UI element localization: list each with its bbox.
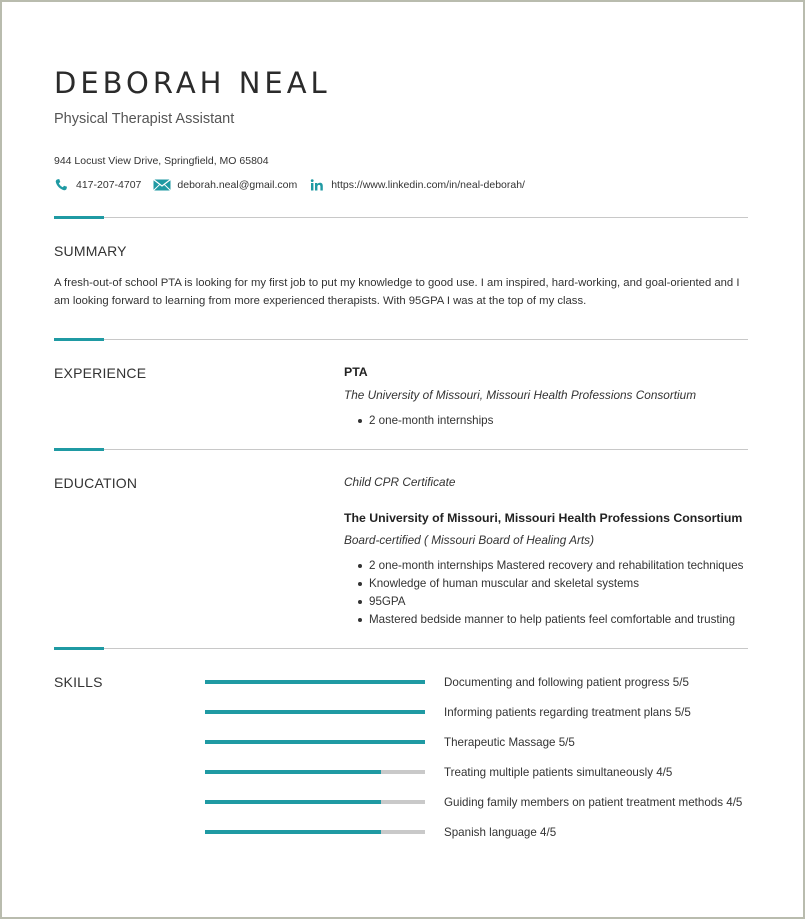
experience-role: PTA (344, 365, 368, 379)
skills-heading: SKILLS (54, 674, 103, 690)
contact-row (54, 176, 537, 194)
skill-label: Guiding family members on patient treatment methods 4/5 (444, 796, 743, 809)
skill-bar-fill (205, 680, 425, 684)
skill-bar (205, 830, 425, 834)
divider-accent (54, 647, 104, 650)
linkedin-contact[interactable] (309, 178, 525, 192)
summary-text: A fresh-out-of school PTA is looking for my first job to put my knowledge to good use. I am inspired, hard-working, and goal-oriented and I am looking forward to learning from more experienced therapists. With 95GPA I was at the top of my class. (54, 277, 740, 307)
skill-bar-fill (205, 830, 381, 834)
skill-bar-fill (205, 740, 425, 744)
email-address: deborah.neal@gmail.com (177, 179, 298, 191)
email-icon (153, 178, 171, 192)
summary-heading: SUMMARY (54, 243, 127, 259)
phone-number: 417-207-4707 (76, 179, 142, 191)
email-contact[interactable] (153, 178, 297, 192)
education-school: The University of Missouri, Missouri Health Professions Consortium (344, 511, 743, 525)
skill-bar (205, 800, 425, 804)
list-item: Mastered bedside manner to help patients feel comfortable and trusting (344, 611, 743, 629)
skill-bar-fill (205, 770, 381, 774)
list-item: 95GPA (344, 593, 743, 611)
education-certificate: Child CPR Certificate (344, 475, 456, 489)
linkedin-url: https://www.linkedin.com/in/neal-deborah/ (331, 179, 525, 191)
divider-accent (54, 448, 104, 451)
skill-label: Documenting and following patient progress 5/5 (444, 676, 689, 689)
skill-label: Spanish language 4/5 (444, 826, 557, 839)
divider-accent (54, 216, 104, 219)
education-board: Board-certified ( Missouri Board of Healing Arts) (344, 533, 595, 547)
skill-bar (205, 770, 425, 774)
skill-bar (205, 710, 425, 714)
skill-bar (205, 680, 425, 684)
divider (54, 449, 748, 450)
list-item: Knowledge of human muscular and skeletal systems (344, 575, 743, 593)
skill-label: Informing patients regarding treatment plans 5/5 (444, 706, 691, 719)
experience-heading: EXPERIENCE (54, 365, 147, 381)
phone-icon (54, 178, 70, 192)
education-bullets (344, 557, 743, 629)
divider (54, 217, 748, 218)
job-title: Physical Therapist Assistant (54, 111, 235, 127)
list-item: 2 one-month internships (344, 412, 493, 430)
divider (54, 339, 748, 340)
education-heading: EDUCATION (54, 475, 138, 491)
divider (54, 648, 748, 649)
skill-label: Therapeutic Massage 5/5 (444, 736, 575, 749)
skill-bar-fill (205, 800, 381, 804)
skill-label: Treating multiple patients simultaneously 4/5 (444, 766, 673, 779)
skill-bar-fill (205, 710, 425, 714)
experience-bullets (344, 412, 493, 430)
experience-organization: The University of Missouri, Missouri Health Professions Consortium (344, 388, 697, 402)
skill-bar (205, 740, 425, 744)
phone-contact[interactable] (54, 178, 141, 192)
divider-accent (54, 338, 104, 341)
list-item: 2 one-month internships Mastered recovery and rehabilitation techniques (344, 557, 743, 575)
linkedin-icon (309, 178, 325, 192)
address: 944 Locust View Drive, Springfield, MO 65804 (54, 155, 269, 167)
candidate-name: DEBORAH NEAL (54, 66, 331, 100)
